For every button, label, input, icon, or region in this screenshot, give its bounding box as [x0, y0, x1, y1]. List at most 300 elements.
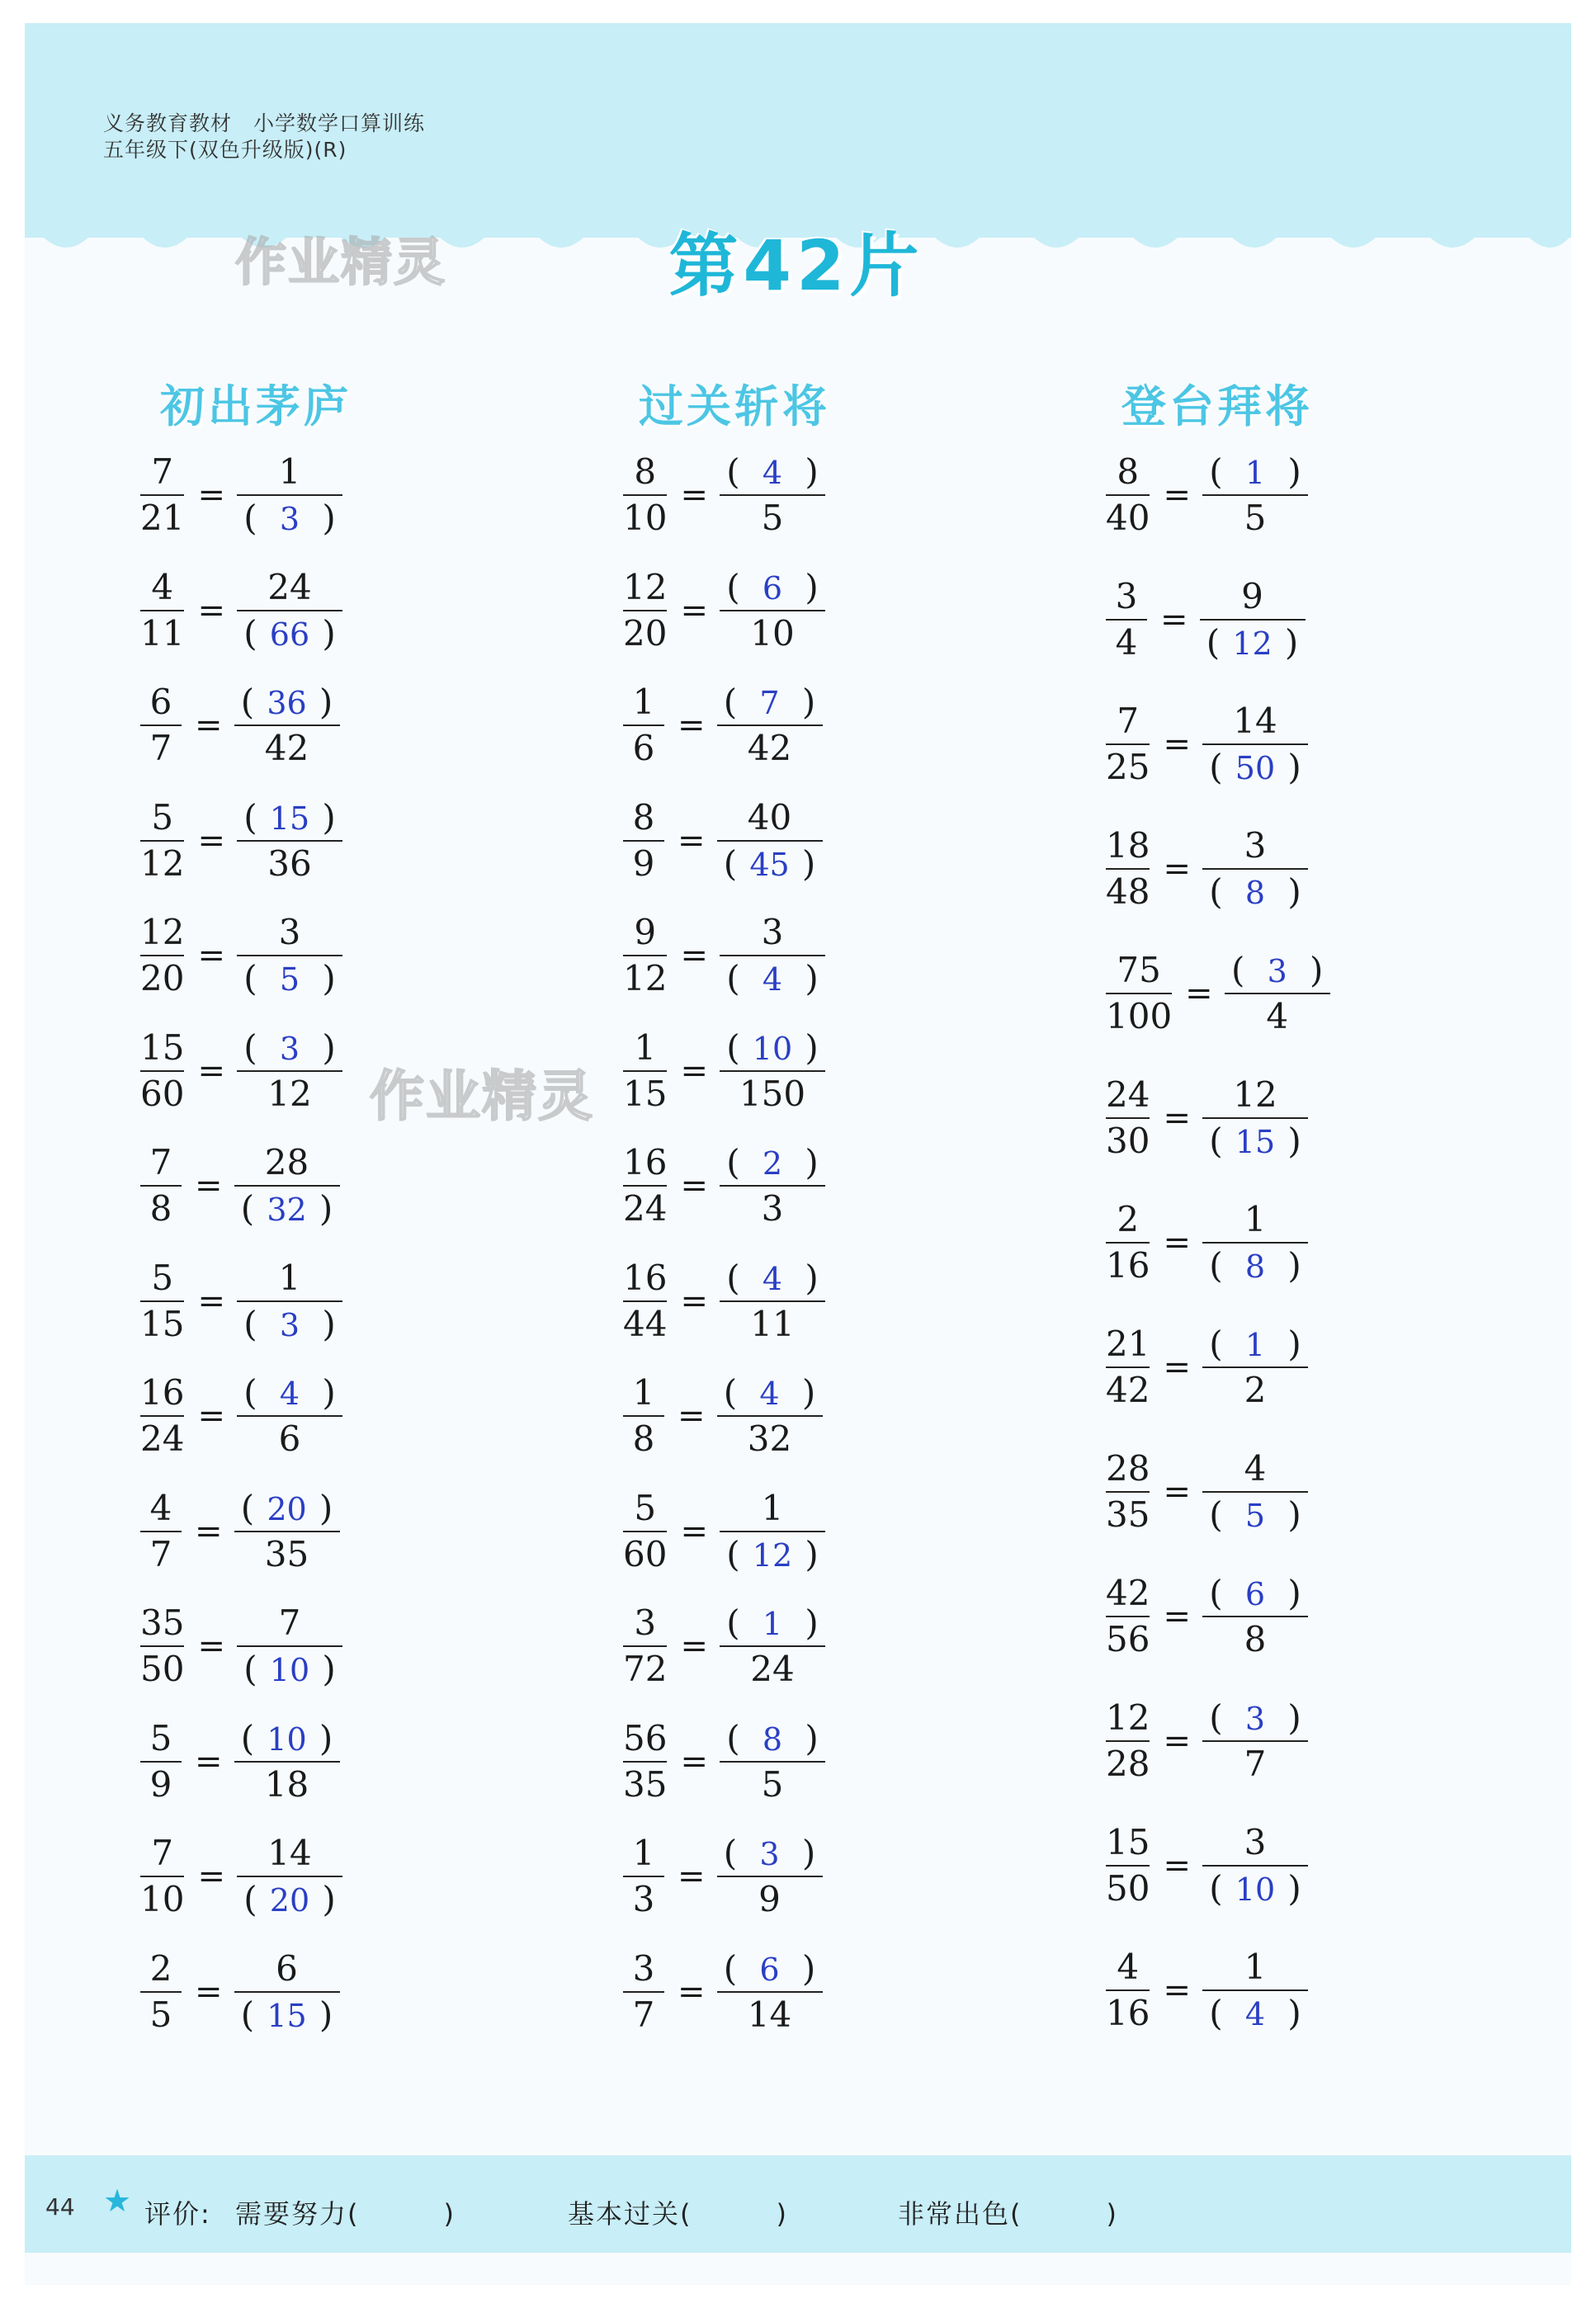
target-denominator[interactable]	[726, 956, 819, 1001]
answer-blank[interactable]	[241, 1993, 333, 2038]
open-paren: (	[1209, 1868, 1234, 1909]
given-fraction	[623, 1140, 667, 1231]
answer-blank[interactable]	[241, 1486, 333, 1532]
equals-sign: =	[678, 1397, 706, 1435]
target-numerator	[1244, 1447, 1267, 1491]
given-denominator: 7	[149, 728, 172, 768]
answer-blank[interactable]	[1231, 948, 1324, 994]
fraction-problem	[140, 1712, 340, 1811]
target-denominator-value: 36	[267, 842, 312, 884]
answer-blank[interactable]	[1209, 1322, 1301, 1367]
target-denominator	[748, 1417, 791, 1461]
target-numerator[interactable]	[724, 1371, 816, 1415]
target-numerator-value: 1	[278, 451, 301, 492]
given-numerator: 16	[623, 1142, 668, 1182]
target-numerator	[265, 1140, 309, 1185]
target-fraction	[720, 565, 825, 656]
handwritten-answer: 3	[1267, 953, 1287, 989]
evaluation-label: 评价:	[144, 2198, 211, 2230]
answer-blank[interactable]	[243, 1877, 336, 1923]
fraction-problem	[140, 791, 342, 890]
given-denominator: 9	[632, 842, 655, 884]
given-numerator: 18	[1106, 825, 1150, 866]
given-denominator: 8	[632, 1418, 655, 1459]
target-numerator	[1244, 1820, 1267, 1865]
given-numerator: 1	[632, 1833, 655, 1873]
answer-blank[interactable]	[243, 1302, 336, 1348]
given-fraction	[1106, 1571, 1150, 1662]
given-numerator: 7	[1117, 701, 1140, 741]
target-denominator[interactable]	[1209, 1244, 1301, 1288]
target-denominator[interactable]	[1209, 1119, 1301, 1163]
target-fraction	[1202, 1571, 1308, 1662]
equals-sign: =	[1160, 601, 1188, 639]
target-fraction	[717, 795, 823, 886]
given-numerator: 7	[151, 451, 174, 492]
equals-sign: =	[1163, 1847, 1191, 1885]
target-denominator-value: 10	[750, 612, 795, 654]
open-paren: (	[1209, 1245, 1234, 1286]
target-denominator[interactable]	[243, 956, 336, 1001]
fraction-problem	[623, 791, 823, 890]
equals-sign: =	[195, 1972, 223, 2011]
fraction-problem	[140, 446, 342, 545]
handwritten-answer: 15	[269, 800, 310, 837]
answer-blank[interactable]	[726, 1026, 819, 1071]
answer-blank[interactable]	[1209, 745, 1301, 791]
given-fraction	[140, 565, 184, 656]
fraction-problem	[140, 1482, 340, 1581]
target-numerator[interactable]	[1209, 450, 1301, 494]
target-fraction	[1225, 948, 1330, 1039]
target-denominator[interactable]	[241, 1187, 333, 1231]
answer-blank[interactable]	[724, 1371, 816, 1416]
answer-blank[interactable]	[726, 565, 819, 611]
fraction-problem	[1106, 695, 1308, 794]
fraction-problem	[140, 1827, 342, 1926]
open-paren: (	[726, 1027, 751, 1068]
equals-sign: =	[680, 1512, 708, 1550]
target-denominator	[748, 726, 791, 771]
handwritten-answer: 7	[759, 685, 780, 721]
given-denominator: 48	[1106, 871, 1150, 912]
equals-sign: =	[1163, 725, 1191, 763]
target-numerator[interactable]	[241, 1716, 333, 1761]
target-fraction	[717, 1831, 823, 1922]
given-numerator: 75	[1117, 950, 1161, 990]
target-numerator-value: 3	[1244, 1822, 1267, 1862]
fraction-problem	[140, 906, 342, 1005]
equals-sign: =	[197, 1857, 225, 1895]
target-numerator-value: 9	[1241, 576, 1263, 616]
given-fraction	[140, 680, 182, 771]
open-paren: (	[243, 958, 268, 998]
target-denominator	[739, 1072, 805, 1116]
target-numerator[interactable]	[726, 1716, 819, 1761]
given-fraction	[1106, 1696, 1150, 1786]
close-paren: )	[308, 1994, 333, 2035]
target-numerator-value: 3	[278, 912, 301, 952]
open-paren: (	[1230, 950, 1256, 990]
given-numerator: 4	[151, 566, 174, 607]
target-denominator[interactable]	[243, 611, 336, 656]
given-fraction	[623, 680, 664, 771]
answer-blank[interactable]	[243, 1647, 336, 1692]
equals-sign: =	[1163, 1722, 1191, 1760]
column-heading-3: 登台拜将	[1121, 380, 1313, 432]
target-denominator[interactable]	[243, 1302, 336, 1347]
target-fraction	[720, 1716, 825, 1807]
given-fraction	[1106, 948, 1172, 1039]
given-fraction	[623, 1601, 667, 1692]
answer-blank[interactable]	[1209, 870, 1301, 915]
close-paren: )	[308, 1487, 333, 1528]
given-denominator: 20	[623, 612, 668, 654]
given-denominator: 28	[1106, 1744, 1150, 1784]
handwritten-answer: 32	[267, 1192, 307, 1228]
handwritten-answer: 15	[1235, 1124, 1276, 1160]
given-fraction	[1106, 574, 1147, 665]
target-numerator[interactable]	[1231, 948, 1324, 993]
target-denominator	[1244, 1368, 1267, 1413]
answer-blank[interactable]	[243, 1026, 336, 1071]
target-denominator	[758, 1877, 781, 1922]
target-fraction	[717, 1947, 823, 2037]
given-denominator: 4	[1115, 622, 1138, 663]
column-heading-2: 过关斩将	[639, 380, 830, 432]
given-denominator: 50	[1106, 1868, 1150, 1909]
handwritten-answer: 20	[269, 1882, 310, 1919]
fraction-problem	[623, 561, 825, 660]
given-denominator: 60	[623, 1533, 668, 1574]
target-numerator	[1244, 1945, 1267, 1989]
given-denominator: 15	[623, 1073, 668, 1114]
close-paren: )	[308, 1188, 333, 1229]
close-paren: )	[310, 1303, 336, 1344]
target-fraction	[237, 1601, 342, 1692]
close-paren: )	[791, 682, 816, 722]
given-denominator: 50	[140, 1649, 185, 1689]
target-numerator[interactable]	[726, 1140, 819, 1185]
given-denominator: 11	[140, 612, 185, 654]
handwritten-answer: 10	[267, 1720, 307, 1758]
handwritten-answer: 1	[1244, 455, 1266, 491]
answer-blank[interactable]	[1209, 1696, 1301, 1741]
target-numerator[interactable]	[726, 450, 819, 494]
answer-blank[interactable]	[1209, 1119, 1301, 1164]
answer-blank[interactable]	[726, 956, 819, 1002]
close-paren: )	[1276, 1494, 1301, 1535]
given-denominator: 10	[140, 1879, 185, 1919]
target-numerator[interactable]	[726, 565, 819, 610]
open-paren: (	[1209, 1573, 1234, 1613]
target-numerator	[276, 1947, 298, 1991]
close-paren: )	[1276, 451, 1301, 492]
answer-blank[interactable]	[726, 1716, 819, 1762]
equals-sign: =	[678, 1857, 706, 1895]
close-paren: )	[1276, 1245, 1301, 1286]
open-paren: (	[240, 682, 266, 722]
given-numerator: 16	[140, 1372, 185, 1413]
open-paren: (	[243, 1372, 268, 1413]
handwritten-answer: 2	[762, 1145, 783, 1182]
answer-blank[interactable]	[726, 1601, 819, 1646]
given-numerator: 6	[149, 682, 172, 722]
target-numerator	[1241, 574, 1263, 619]
target-denominator[interactable]	[1206, 621, 1299, 665]
given-denominator: 8	[149, 1188, 172, 1229]
target-numerator-value: 3	[761, 912, 784, 952]
given-fraction	[623, 1256, 667, 1347]
handwritten-answer: 50	[1235, 750, 1276, 786]
open-paren: (	[243, 612, 268, 654]
answer-blank[interactable]	[243, 956, 336, 1002]
target-denominator[interactable]	[1209, 1867, 1301, 1911]
close-paren: )	[793, 1257, 819, 1298]
close-paren: )	[791, 1372, 816, 1413]
given-fraction	[623, 565, 667, 656]
target-numerator[interactable]	[243, 795, 336, 840]
answer-blank[interactable]	[724, 1831, 816, 1876]
open-paren: (	[723, 682, 748, 722]
open-paren: (	[1209, 451, 1234, 492]
equals-sign: =	[197, 1397, 225, 1435]
handwritten-answer: 3	[1244, 1701, 1266, 1737]
target-numerator	[1244, 1197, 1267, 1242]
given-numerator: 28	[1106, 1448, 1150, 1489]
target-fraction	[234, 1716, 340, 1807]
given-numerator: 4	[149, 1487, 172, 1528]
target-denominator[interactable]	[724, 842, 816, 886]
target-denominator	[265, 726, 309, 771]
target-denominator	[267, 1072, 311, 1116]
given-numerator: 21	[1106, 1324, 1150, 1364]
given-denominator: 35	[1106, 1494, 1150, 1535]
target-numerator[interactable]	[724, 1831, 816, 1876]
target-numerator[interactable]	[1209, 1571, 1301, 1616]
answer-blank[interactable]	[241, 680, 333, 725]
fraction-problem	[1106, 944, 1330, 1043]
close-paren: )	[793, 1717, 819, 1758]
answer-blank[interactable]	[1209, 1991, 1301, 2037]
open-paren: (	[1209, 1494, 1234, 1535]
equals-sign: =	[197, 937, 225, 975]
handwritten-answer: 10	[752, 1030, 793, 1067]
answer-blank[interactable]	[1209, 450, 1301, 495]
target-numerator[interactable]	[243, 1026, 336, 1070]
fraction-problem	[623, 446, 825, 545]
target-numerator[interactable]	[726, 1026, 819, 1070]
evaluation-option-basic-pass: 基本过关( )	[568, 2198, 788, 2230]
target-numerator	[279, 450, 301, 494]
target-fraction	[717, 680, 823, 771]
open-paren: (	[243, 1027, 268, 1068]
answer-blank[interactable]	[241, 1716, 333, 1762]
target-denominator	[750, 1302, 794, 1347]
target-denominator	[1244, 496, 1267, 540]
answer-blank[interactable]	[724, 1947, 816, 1992]
close-paren: )	[791, 842, 816, 884]
target-denominator[interactable]	[1209, 745, 1301, 790]
target-numerator-value: 4	[1244, 1448, 1267, 1489]
given-fraction	[623, 910, 667, 1001]
target-numerator[interactable]	[724, 1947, 816, 1991]
open-paren: (	[726, 1257, 751, 1298]
equals-sign: =	[197, 1051, 225, 1090]
fraction-problem	[623, 1597, 825, 1696]
handwritten-answer: 12	[1232, 625, 1273, 662]
given-fraction	[140, 1831, 184, 1922]
given-denominator: 9	[149, 1763, 172, 1805]
given-fraction	[140, 450, 184, 540]
equals-sign: =	[197, 476, 225, 514]
fraction-problem	[140, 1597, 342, 1696]
target-numerator[interactable]	[241, 1486, 333, 1531]
answer-blank[interactable]	[726, 1256, 819, 1301]
fraction-problem	[1106, 1069, 1308, 1168]
answer-blank[interactable]	[724, 842, 816, 887]
target-numerator-value: 24	[267, 566, 312, 607]
target-denominator[interactable]	[1209, 870, 1301, 914]
given-fraction	[1106, 1820, 1150, 1911]
open-paren: (	[726, 1142, 751, 1182]
target-numerator[interactable]	[724, 680, 816, 724]
target-denominator	[1244, 1617, 1267, 1662]
target-denominator-value: 35	[264, 1533, 309, 1574]
given-numerator: 7	[149, 1142, 172, 1182]
given-numerator: 1	[634, 1027, 657, 1068]
equals-sign: =	[195, 1167, 223, 1205]
given-numerator: 15	[1106, 1822, 1150, 1862]
target-numerator-value: 1	[761, 1487, 784, 1528]
answer-blank[interactable]	[243, 611, 336, 657]
given-denominator: 72	[623, 1649, 668, 1689]
answer-blank[interactable]	[724, 680, 816, 725]
target-numerator[interactable]	[243, 1371, 336, 1415]
answer-blank[interactable]	[241, 1187, 333, 1232]
handwritten-answer: 10	[1235, 1871, 1276, 1908]
target-numerator[interactable]	[1209, 1696, 1301, 1740]
target-numerator[interactable]	[241, 680, 333, 724]
close-paren: )	[1298, 950, 1324, 990]
given-denominator: 15	[140, 1303, 185, 1344]
answer-blank[interactable]	[726, 1532, 819, 1578]
fraction-problem	[1106, 1941, 1308, 2040]
answer-blank[interactable]	[1209, 1244, 1301, 1289]
target-fraction	[1202, 824, 1308, 914]
target-denominator[interactable]	[243, 1877, 336, 1922]
given-denominator: 10	[623, 498, 668, 538]
given-numerator: 16	[623, 1257, 668, 1298]
given-numerator: 15	[140, 1027, 185, 1068]
open-paren: (	[726, 566, 751, 607]
handwritten-answer: 8	[1244, 875, 1266, 911]
given-denominator: 21	[140, 498, 185, 538]
answer-blank[interactable]	[243, 496, 336, 541]
target-denominator	[750, 1647, 794, 1692]
target-fraction	[237, 1831, 342, 1922]
answer-blank[interactable]	[726, 450, 819, 495]
answer-blank[interactable]	[243, 795, 336, 841]
watermark-top: 作业精灵	[235, 232, 447, 292]
open-paren: (	[1209, 1121, 1234, 1161]
target-denominator[interactable]	[241, 1993, 333, 2037]
target-denominator-value: 7	[1244, 1744, 1267, 1784]
given-fraction	[1106, 1197, 1150, 1288]
target-numerator-value: 40	[747, 796, 792, 838]
given-fraction	[1106, 450, 1150, 540]
close-paren: )	[1276, 871, 1301, 912]
close-paren: )	[1276, 747, 1301, 787]
answer-blank[interactable]	[243, 1371, 336, 1416]
handwritten-answer: 4	[762, 455, 783, 491]
equals-sign: =	[195, 1742, 223, 1781]
target-numerator[interactable]	[726, 1256, 819, 1300]
target-numerator	[279, 1601, 301, 1645]
target-numerator	[748, 795, 791, 840]
handwritten-answer: 1	[762, 1606, 783, 1642]
target-denominator-value: 5	[761, 1763, 784, 1805]
answer-blank[interactable]	[1209, 1867, 1301, 1912]
target-fraction	[720, 1140, 825, 1231]
equals-sign: =	[680, 476, 708, 514]
open-paren: (	[726, 1602, 751, 1643]
open-paren: (	[726, 1533, 751, 1574]
answer-blank[interactable]	[1206, 621, 1299, 666]
target-numerator[interactable]	[1209, 1322, 1301, 1366]
close-paren: )	[310, 796, 336, 838]
answer-blank[interactable]	[1209, 1571, 1301, 1617]
given-fraction	[140, 795, 184, 886]
fraction-problem	[1106, 1193, 1308, 1292]
close-paren: )	[793, 958, 819, 998]
target-fraction	[234, 1486, 340, 1577]
given-fraction	[623, 450, 667, 540]
target-numerator	[279, 910, 301, 955]
target-fraction	[1202, 1447, 1308, 1537]
target-denominator-value: 2	[1244, 1370, 1267, 1410]
given-denominator: 3	[632, 1879, 655, 1919]
target-denominator-value: 11	[750, 1303, 795, 1344]
target-denominator[interactable]	[1209, 1991, 1301, 2036]
target-fraction	[1200, 574, 1306, 665]
handwritten-answer: 8	[1244, 1248, 1266, 1285]
target-denominator	[279, 1417, 301, 1461]
target-denominator[interactable]	[243, 1647, 336, 1692]
given-numerator: 1	[632, 682, 655, 722]
answer-blank[interactable]	[1209, 1493, 1301, 1538]
open-paren: (	[723, 1372, 748, 1413]
fraction-problem	[623, 1366, 823, 1466]
given-fraction	[140, 1140, 182, 1231]
target-denominator	[762, 1763, 784, 1807]
target-denominator-value: 12	[267, 1073, 312, 1114]
target-numerator[interactable]	[726, 1601, 819, 1645]
target-denominator[interactable]	[243, 496, 336, 540]
target-numerator-value: 14	[267, 1833, 312, 1873]
equals-sign: =	[1163, 476, 1191, 514]
given-denominator: 24	[140, 1418, 185, 1459]
close-paren: )	[1276, 1121, 1301, 1161]
target-denominator[interactable]	[1209, 1493, 1301, 1537]
fraction-problem	[140, 1366, 342, 1466]
answer-blank[interactable]	[726, 1140, 819, 1186]
target-denominator	[267, 842, 311, 886]
given-numerator: 3	[634, 1602, 657, 1643]
handwritten-answer: 4	[1244, 1996, 1266, 2032]
equals-sign: =	[1163, 850, 1191, 888]
target-denominator[interactable]	[726, 1532, 819, 1577]
